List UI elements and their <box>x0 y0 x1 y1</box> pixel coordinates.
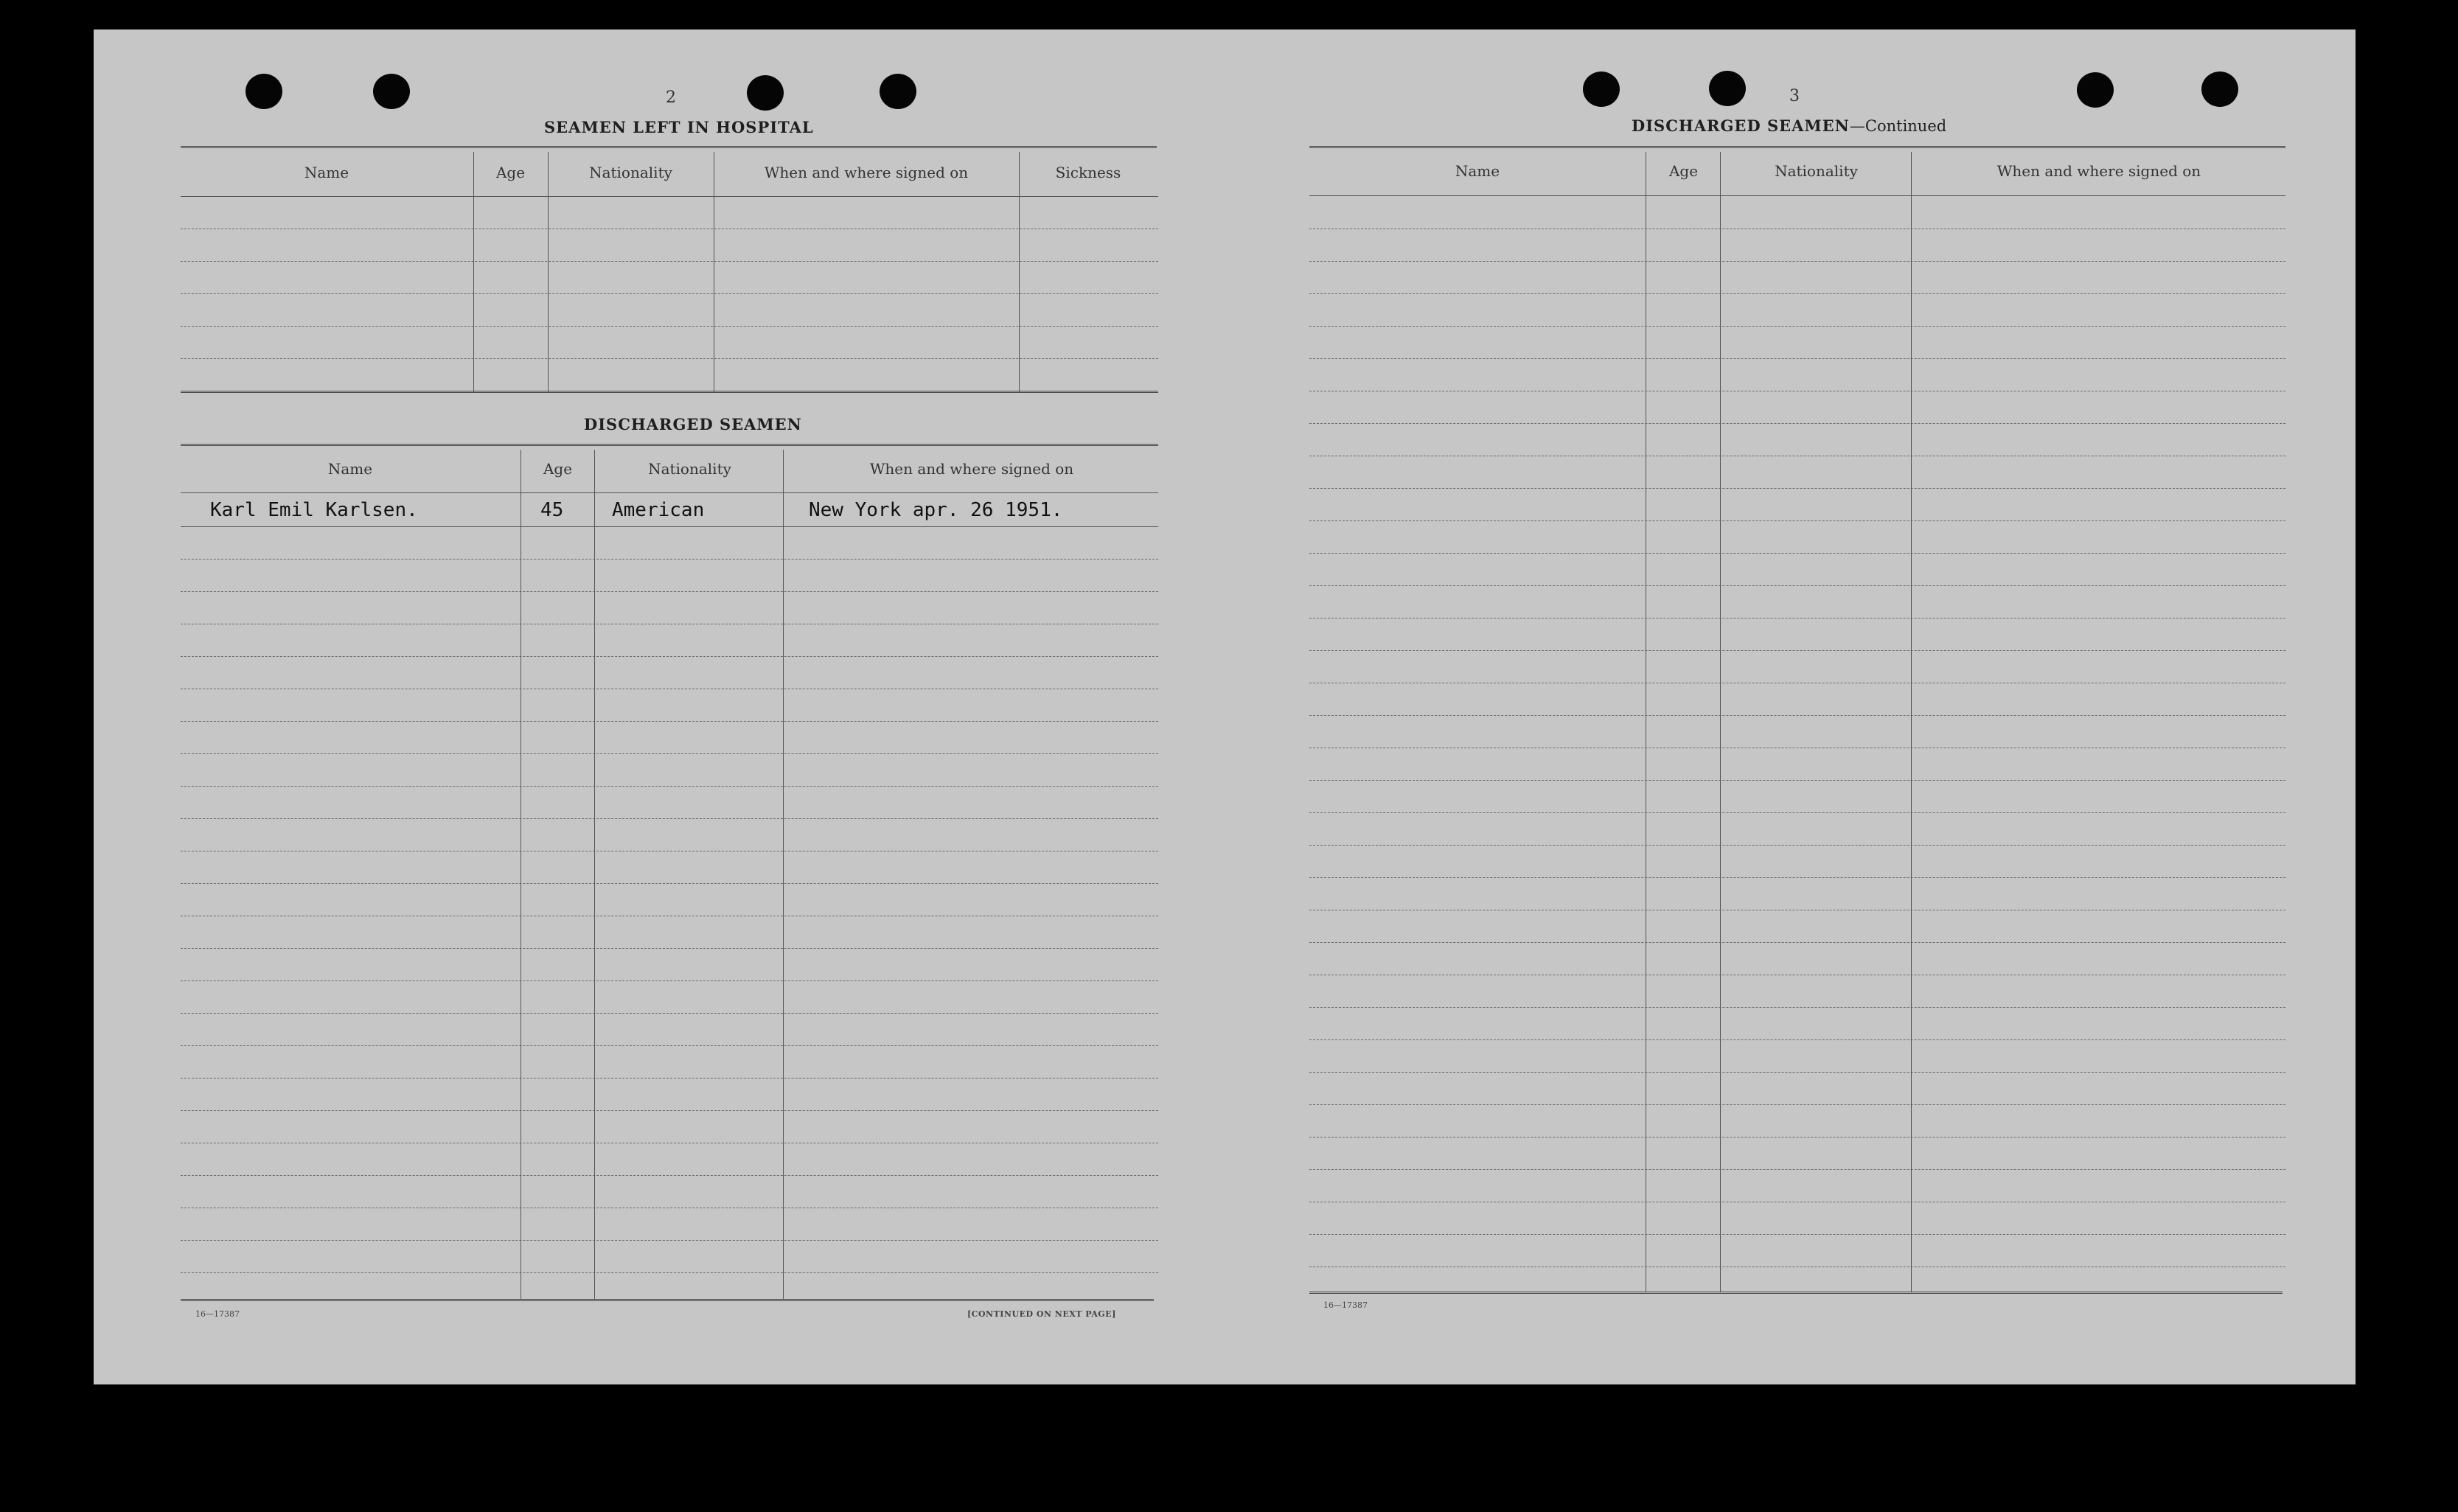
table-bottom-rule <box>181 1299 1154 1303</box>
punch-hole <box>747 75 784 111</box>
form-number: 16—17387 <box>195 1309 240 1319</box>
row-line <box>1309 1104 2285 1105</box>
column-header-signed-on: When and where signed on <box>1996 162 2201 180</box>
column-header-nationality: Nationality <box>1775 162 1858 180</box>
row-line <box>181 753 1158 754</box>
row-line <box>181 293 1158 294</box>
cell-signed-on: New York apr. 26 1951. <box>809 499 1063 521</box>
row-line <box>181 1110 1158 1111</box>
header-rule <box>181 196 1158 197</box>
column-header-nationality: Nationality <box>589 164 672 181</box>
row-line <box>1309 423 2285 424</box>
row-line <box>181 326 1158 327</box>
row-line <box>181 1272 1158 1273</box>
row-line <box>1309 845 2285 846</box>
row-line <box>1309 650 2285 651</box>
row-line <box>1309 942 2285 943</box>
row-line <box>181 980 1158 981</box>
column-header-name: Name <box>304 164 349 181</box>
cell-age: 45 <box>540 499 564 521</box>
hospital-section-title: SEAMEN LEFT IN HOSPITAL <box>544 118 814 136</box>
column-header-signed-on: When and where signed on <box>869 460 1074 478</box>
column-divider <box>594 450 595 1299</box>
row-line <box>1309 1039 2285 1040</box>
row-line <box>181 559 1158 560</box>
row-line <box>181 818 1158 819</box>
row-line <box>1309 1234 2285 1235</box>
row-line <box>181 1013 1158 1014</box>
column-divider <box>473 152 474 392</box>
continued-note: [CONTINUED ON NEXT PAGE] <box>967 1309 1116 1319</box>
title-main: DISCHARGED SEAMEN <box>1632 116 1850 135</box>
row-line <box>181 656 1158 657</box>
cell-nationality: American <box>612 499 705 521</box>
row-line <box>181 948 1158 949</box>
row-line <box>1309 1007 2285 1008</box>
row-line <box>1309 618 2285 619</box>
row-line <box>1309 520 2285 521</box>
row-line <box>181 1078 1158 1079</box>
page-number: 3 <box>1789 87 1800 105</box>
row-line <box>181 358 1158 359</box>
punch-hole <box>373 74 410 109</box>
page-number: 2 <box>666 88 676 107</box>
punch-hole <box>1709 71 1746 106</box>
row-line <box>1309 358 2285 359</box>
table-bottom-rule <box>181 391 1158 395</box>
table-top-rule <box>181 146 1157 150</box>
column-header-signed-on: When and where signed on <box>764 164 969 181</box>
row-line <box>181 526 1158 527</box>
header-rule <box>1309 195 2285 196</box>
row-line <box>181 1175 1158 1176</box>
column-header-sickness: Sickness <box>1055 164 1121 181</box>
form-number: 16—17387 <box>1323 1300 1368 1310</box>
column-divider <box>548 152 549 392</box>
row-line <box>1309 780 2285 781</box>
row-line <box>1309 877 2285 878</box>
row-line <box>1309 488 2285 489</box>
row-line <box>1309 326 2285 327</box>
row-line <box>1309 553 2285 554</box>
row-line <box>1309 1072 2285 1073</box>
row-line <box>1309 715 2285 716</box>
form-sheet <box>94 29 2356 1384</box>
punch-hole <box>880 74 916 109</box>
row-line <box>1309 1169 2285 1170</box>
column-divider <box>1019 152 1020 392</box>
cell-name: Karl Emil Karlsen. <box>210 499 418 521</box>
table-top-rule <box>181 444 1158 448</box>
column-header-age: Age <box>495 164 526 181</box>
punch-hole <box>2077 72 2114 108</box>
row-line <box>1309 585 2285 586</box>
column-divider <box>783 450 784 1299</box>
column-divider <box>1911 152 1912 1292</box>
row-line <box>1309 1137 2285 1138</box>
punch-hole <box>2201 72 2238 107</box>
row-line <box>1309 293 2285 294</box>
table-top-rule <box>1309 146 2285 150</box>
column-header-age: Age <box>543 460 573 478</box>
title-suffix: —Continued <box>1849 117 1947 135</box>
row-line <box>1309 812 2285 813</box>
row-line <box>181 786 1158 787</box>
discharged-section-title: DISCHARGED SEAMEN <box>584 415 802 433</box>
punch-hole <box>246 74 282 109</box>
column-header-age: Age <box>1668 162 1699 180</box>
row-line <box>181 591 1158 592</box>
row-line <box>181 1045 1158 1046</box>
column-divider <box>1720 152 1721 1292</box>
row-line <box>181 883 1158 884</box>
discharged-continued-title <box>1632 116 1946 135</box>
header-rule <box>181 492 1158 493</box>
row-line <box>1309 261 2285 262</box>
column-header-name: Name <box>1455 162 1500 180</box>
column-header-nationality: Nationality <box>648 460 731 478</box>
row-line <box>181 721 1158 722</box>
row-line <box>181 261 1158 262</box>
punch-hole <box>1583 72 1620 107</box>
table-bottom-rule <box>1309 1292 2283 1296</box>
row-line <box>181 1240 1158 1241</box>
column-header-name: Name <box>327 460 373 478</box>
